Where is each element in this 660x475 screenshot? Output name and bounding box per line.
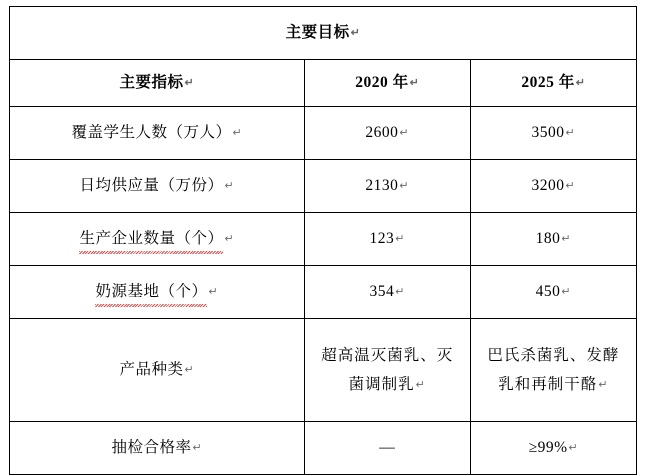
row-label [10,319,305,422]
header-label-indicator: 主要指标 [119,73,184,91]
row-value-2020 [304,213,470,266]
row-value-2020-text: 超高温灭菌乳、灭菌调制乳 [321,346,454,393]
row-label-text: 生产企业数量（个） [79,227,223,251]
row-value-2020 [304,160,470,213]
row-value-2025 [470,422,636,475]
row-value-2020-text: 2130 [365,176,399,194]
row-label-text: 产品种类 [119,360,184,378]
row-value-2020-text: 354 [369,282,395,300]
row-value-2025 [470,266,636,319]
paragraph-mark-icon: ↵ [561,285,572,298]
document-page [0,6,660,456]
table-row [10,422,637,475]
table-row [10,266,637,319]
paragraph-mark-icon: ↵ [399,179,410,192]
paragraph-mark-icon: ↵ [409,76,420,89]
paragraph-mark-icon: ↵ [561,232,572,245]
row-label-text: 奶源基地（个） [95,280,207,304]
main-objectives-table [9,6,637,475]
row-value-2025-text: 巴氏杀菌乳、发酵乳和再制干酪 [487,346,620,393]
paragraph-mark-icon: ↵ [568,441,579,454]
paragraph-mark-icon: ↵ [224,179,235,192]
row-value-2025-text: ≥99% [528,438,568,456]
row-value-2020-text: 123 [369,229,395,247]
row-value-2020 [304,422,470,475]
header-cell-indicator [10,60,305,107]
table-row [10,319,637,422]
table-header-row [10,60,637,107]
header-label-2025: 2025 年 [521,73,575,91]
table-row [10,107,637,160]
row-label [10,160,305,213]
paragraph-mark-icon: ↵ [224,232,235,245]
row-value-2025-text: 3500 [531,123,565,141]
row-label [10,266,305,319]
row-value-2025 [470,213,636,266]
paragraph-mark-icon: ↵ [575,76,586,89]
row-value-2025 [470,107,636,160]
row-value-2020-text: 2600 [365,123,399,141]
row-value-2025-text: 450 [535,282,561,300]
header-cell-2020 [304,60,470,107]
row-value-2025 [470,319,636,422]
table-title-row [10,7,637,60]
paragraph-mark-icon: ↵ [399,126,410,139]
row-value-2020 [304,107,470,160]
paragraph-mark-icon: ↵ [415,378,426,391]
paragraph-mark-icon: ↵ [598,378,609,391]
row-value-2020-text: — [379,438,396,456]
table-row [10,213,637,266]
row-label-text: 覆盖学生人数（万人） [71,123,232,141]
paragraph-mark-icon: ↵ [350,26,361,39]
table-title-text: 主要目标 [285,23,350,41]
row-label [10,107,305,160]
paragraph-mark-icon: ↵ [395,285,405,298]
paragraph-mark-icon: ↵ [232,126,243,139]
paragraph-mark-icon: ↵ [184,76,195,89]
paragraph-mark-icon: ↵ [208,285,219,298]
row-value-2025-text: 3200 [531,176,565,194]
paragraph-mark-icon: ↵ [395,232,405,245]
row-value-2025-text: 180 [535,229,561,247]
row-label [10,213,305,266]
header-cell-2025 [470,60,636,107]
row-value-2020 [304,319,470,422]
header-label-2020: 2020 年 [355,73,409,91]
paragraph-mark-icon: ↵ [184,363,195,376]
table-title-cell [10,7,637,60]
row-value-2020 [304,266,470,319]
paragraph-mark-icon: ↵ [565,126,576,139]
row-label-text: 日均供应量（万份） [79,176,224,194]
row-label [10,422,305,475]
row-label-text: 抽检合格率 [111,438,192,456]
row-value-2025 [470,160,636,213]
paragraph-mark-icon: ↵ [565,179,576,192]
paragraph-mark-icon: ↵ [192,441,203,454]
table-row [10,160,637,213]
